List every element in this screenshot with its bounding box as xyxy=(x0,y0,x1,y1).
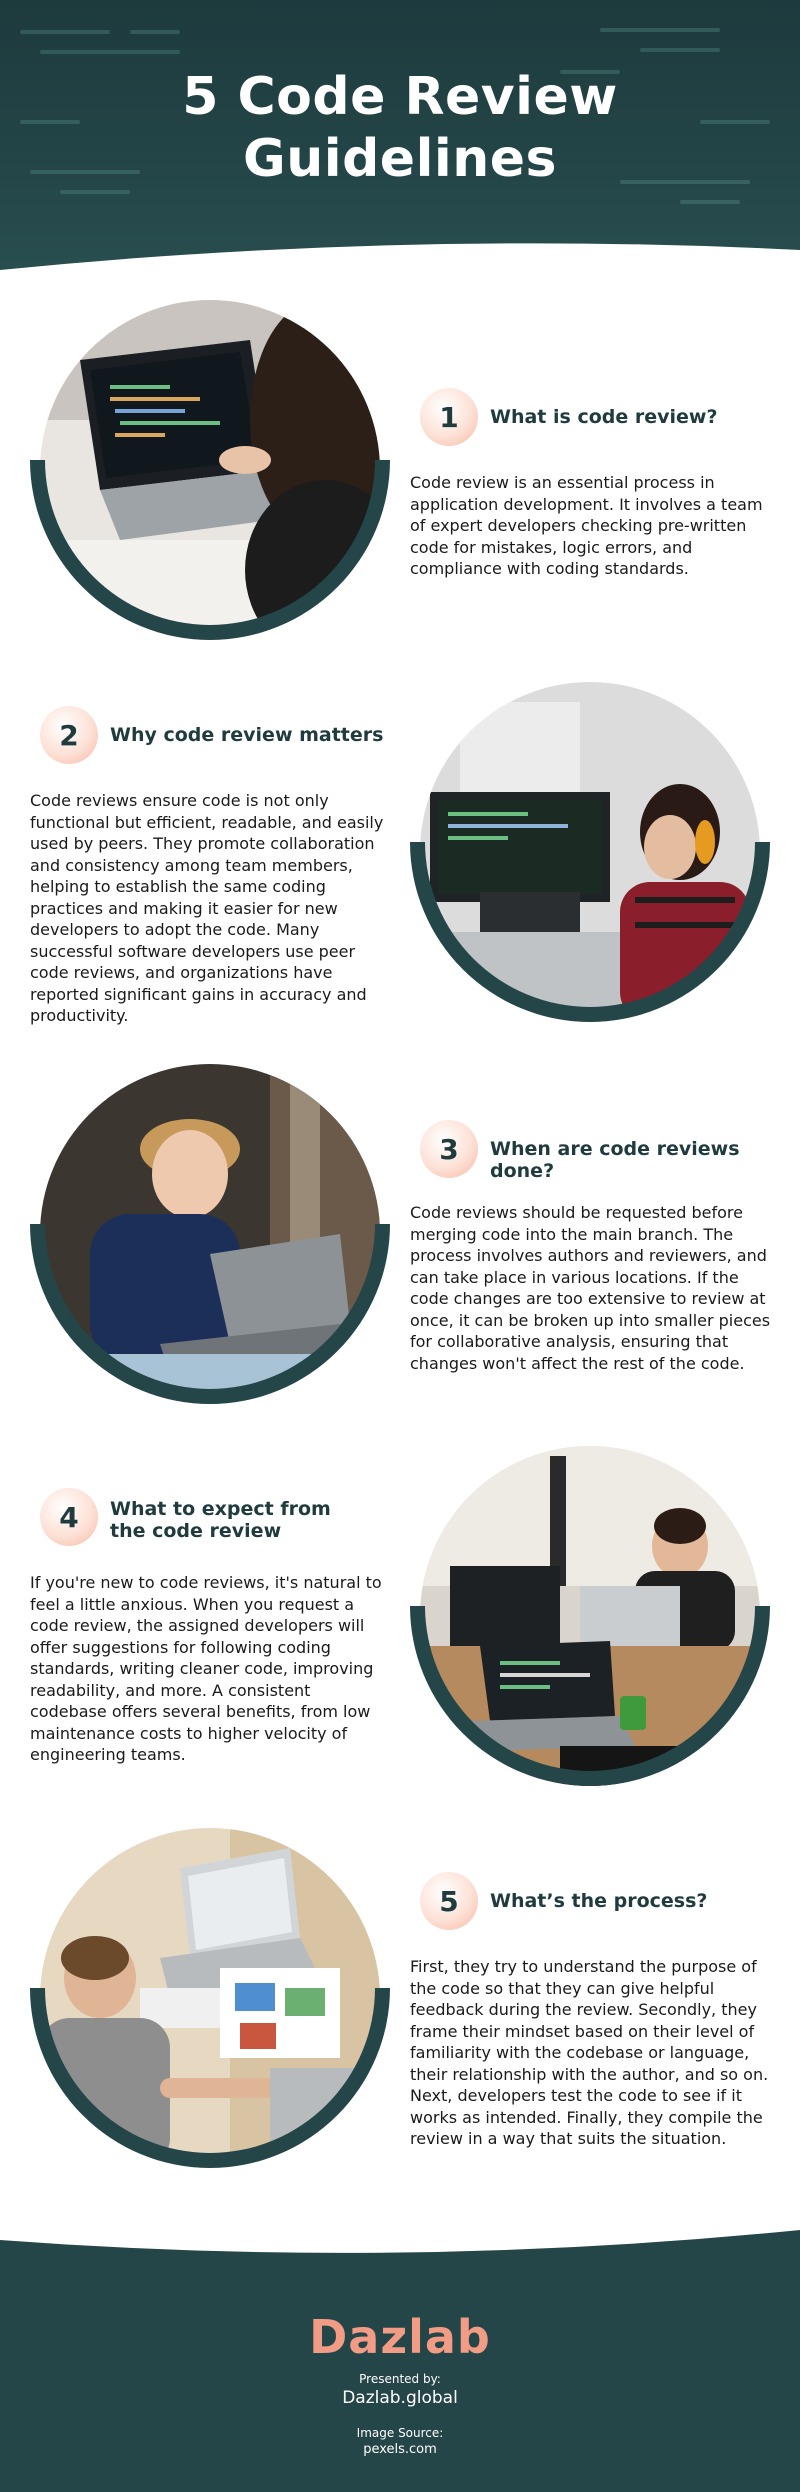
section-number-badge xyxy=(40,1488,98,1546)
section-2 xyxy=(0,682,800,1062)
presented-by-label: Presented by: xyxy=(359,2372,441,2386)
section-heading: Why code review matters xyxy=(110,724,384,746)
page-title-line-2: Guidelines xyxy=(243,129,557,189)
section-body: Code reviews should be requested before merging code into the main branch. The process involves authors and reviewers, and can take place in various locations. If the code changes are too extensive to review at once, it can be broken up into smaller pieces for collaborative analysis, ensuring that changes won't affect the rest of the code. xyxy=(410,1203,771,1373)
photo-man-with-laptop xyxy=(40,1064,380,1404)
section-heading: What to expect from the code review xyxy=(110,1498,331,1542)
section-number: 1 xyxy=(439,400,459,434)
footer-wave xyxy=(0,2210,800,2270)
section-heading: When are code reviews done? xyxy=(490,1138,740,1182)
photo-developer-headphones xyxy=(420,682,760,1022)
section-number-badge xyxy=(420,388,478,446)
section-body: Code review is an essential process in application development. It involves a team of expert developers checking pre-written code for mistakes, logic errors, and compliance with coding standards. xyxy=(410,473,763,578)
photo-office-desk xyxy=(420,1446,760,1786)
photo-laptop-coding xyxy=(40,300,380,640)
section-number: 3 xyxy=(439,1132,459,1166)
header-wave xyxy=(0,230,800,300)
section-number: 5 xyxy=(439,1884,459,1918)
section-number-badge xyxy=(420,1120,478,1178)
dazlab-logo: Dazlab xyxy=(309,2310,491,2364)
section-body: First, they try to understand the purpose of the code so that they can give helpful feedback during the review. Secondly, they frame their mindset based on their level of familiarity with the codebase or language, their relationship with the author, and so on. Next, developers test the code to see if it works as intended. Finally, they compile the review in a way that suits the situation. xyxy=(410,1957,769,2148)
page-title xyxy=(0,66,800,190)
section-1 xyxy=(0,300,800,680)
section-number-badge xyxy=(420,1872,478,1930)
section-heading: What’s the process? xyxy=(490,1890,708,1912)
photo-desk-overhead xyxy=(40,1828,380,2168)
section-number: 4 xyxy=(59,1500,79,1534)
image-source-label: Image Source: xyxy=(356,2426,444,2440)
section-heading: What is code review? xyxy=(490,406,718,428)
section-body: Code reviews ensure code is not only functional but efficient, readable, and easily used by peers. They promote collaboration and consistency among team members, helping to establish the same coding practices and making it easier for new developers to adopt the code. Many successful software developers use peer code reviews, and organizations have reported significant gains in accuracy and productivity. xyxy=(30,791,384,1025)
section-3 xyxy=(0,1064,800,1444)
section-5 xyxy=(0,1828,800,2208)
section-body: If you're new to code reviews, it's natural to feel a little anxious. When you request a code review, the assigned developers will offer suggestions for following coding standards, writing cleaner code, improving readability, and more. A consistent codebase offers several benefits, from low maintenance costs to higher velocity of engineering teams. xyxy=(30,1573,382,1764)
section-number-badge xyxy=(40,706,98,764)
section-4 xyxy=(0,1446,800,1826)
image-source-link[interactable]: pexels.com xyxy=(363,2442,437,2457)
section-number: 2 xyxy=(59,718,79,752)
page-title-line-1: 5 Code Review xyxy=(182,67,618,127)
presenter-name: Dazlab.global xyxy=(342,2388,458,2408)
